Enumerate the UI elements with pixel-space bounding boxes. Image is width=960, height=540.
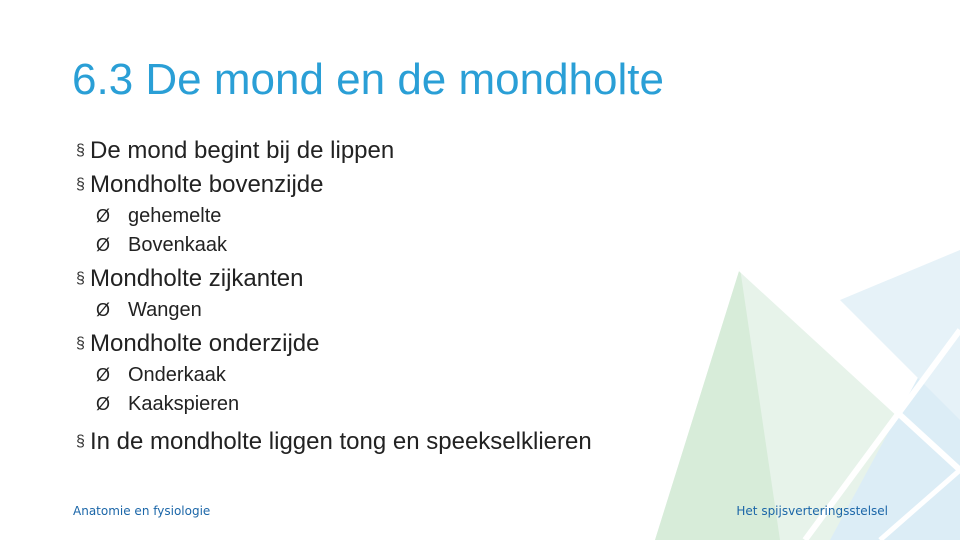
sub-bullet-text: Bovenkaak	[128, 234, 227, 256]
bullet-list	[76, 134, 776, 459]
bullet-text: De mond begint bij de lippen	[90, 137, 395, 164]
bullet-item	[76, 327, 776, 361]
sub-bullet-item	[76, 361, 776, 390]
bullet-item	[76, 425, 776, 459]
arrow-bullet-icon: Ø	[96, 365, 111, 385]
bullet-marker: §	[76, 142, 85, 159]
arrow-bullet-icon: Ø	[96, 394, 111, 414]
bullet-marker: §	[76, 176, 85, 193]
bullet-text: In de mondholte liggen tong en speekselklieren	[90, 428, 592, 455]
bullet-marker: §	[76, 433, 85, 450]
bullet-text: Mondholte zijkanten	[90, 265, 304, 292]
bullet-item	[76, 134, 776, 168]
arrow-bullet-icon: Ø	[96, 206, 111, 226]
bullet-marker: §	[76, 335, 85, 352]
sub-bullet-item	[76, 296, 776, 325]
sub-bullet-text: Kaakspieren	[128, 393, 240, 415]
arrow-bullet-icon: Ø	[96, 300, 111, 320]
bullet-marker: §	[76, 270, 85, 287]
bullet-item	[76, 168, 776, 202]
bullet-item	[76, 262, 776, 296]
sub-bullet-item	[76, 390, 776, 419]
footer-course-name: Anatomie en fysiologie	[73, 504, 211, 518]
sub-bullet-text: Wangen	[128, 299, 202, 321]
slide-title: 6.3 De mond en de mondholte	[72, 55, 664, 104]
sub-bullet-text: Onderkaak	[128, 364, 226, 386]
bullet-text: Mondholte onderzijde	[90, 330, 320, 357]
sub-bullet-item	[76, 202, 776, 231]
arrow-bullet-icon: Ø	[96, 235, 111, 255]
sub-bullet-text: gehemelte	[128, 205, 222, 227]
sub-bullet-item	[76, 231, 776, 260]
bullet-text: Mondholte bovenzijde	[90, 171, 324, 198]
footer-chapter-name: Het spijsverteringsstelsel	[736, 504, 888, 518]
